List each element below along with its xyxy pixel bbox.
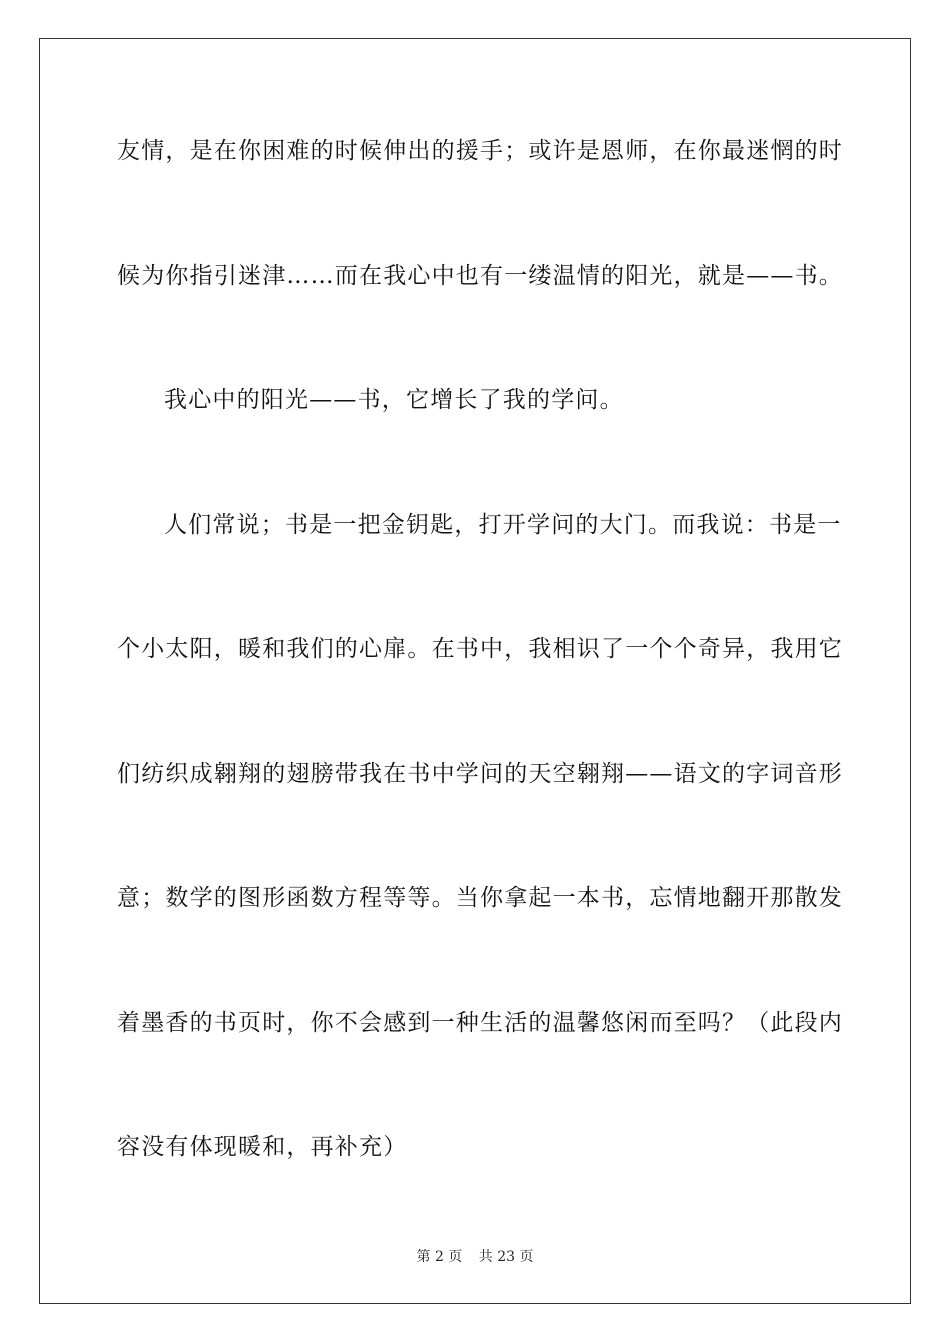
paragraph-line: 容没有体现暖和，再补充）	[117, 1134, 408, 1160]
total-pages: 共 23 页	[478, 1249, 534, 1265]
paragraph-line: 着墨香的书页时，你不会感到一种生活的温馨悠闲而至吗？（此段内	[117, 1010, 843, 1036]
paragraph-line: 意；数学的图形函数方程等等。当你拿起一本书，忘情地翻开那散发	[117, 885, 843, 911]
paragraph-line: 候为你指引迷津……而在我心中也有一缕温情的阳光，就是——书。	[117, 263, 843, 289]
paragraph-line: 人们常说；书是一把金钥匙，打开学问的大门。而我说：书是一	[164, 512, 842, 538]
page-number: 第 2 页	[416, 1249, 463, 1265]
page-footer	[0, 1246, 950, 1266]
paragraph-line: 友情，是在你困难的时候伸出的援手；或许是恩师，在你最迷惘的时	[117, 138, 843, 164]
paragraph-line: 们纺织成翱翔的翅膀带我在书中学问的天空翱翔——语文的字词音形	[117, 761, 843, 787]
paragraph-line: 我心中的阳光——书，它增长了我的学问。	[164, 387, 624, 413]
paragraph-line: 个小太阳，暖和我们的心扉。在书中，我相识了一个个奇异，我用它	[117, 636, 843, 662]
page-border	[39, 38, 911, 1304]
